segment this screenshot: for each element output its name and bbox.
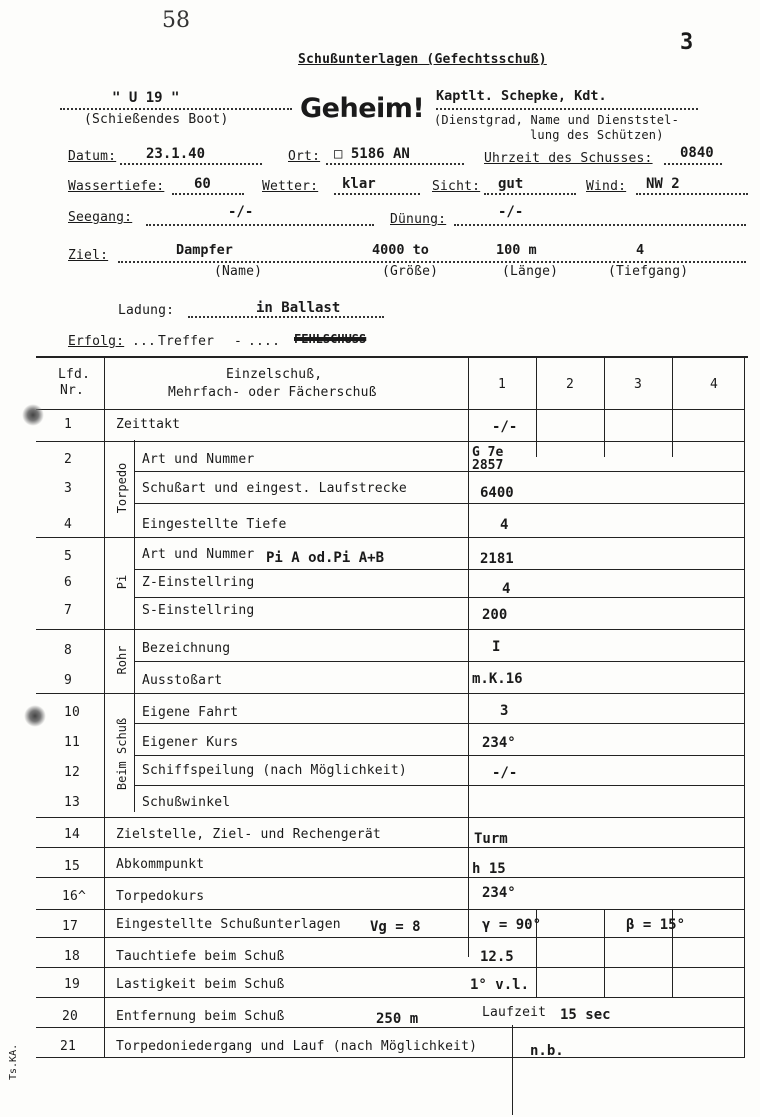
row-20-laufzeit-value: 15 sec <box>560 1007 611 1023</box>
punch-hole-mark <box>24 705 46 727</box>
shooter-caption-line2: lung des Schützen) <box>530 128 664 142</box>
group-torpedo: Torpedo <box>115 462 129 514</box>
row-4-nr: 4 <box>64 517 73 532</box>
row-14-value: Turm <box>474 831 508 847</box>
row-17-nr: 17 <box>62 919 79 934</box>
row-7-nr: 7 <box>64 603 73 618</box>
col-head-2: 2 <box>566 377 575 392</box>
row-1-nr: 1 <box>64 417 73 432</box>
row-13-nr: 13 <box>64 795 81 810</box>
row-19-label: Lastigkeit beim Schuß <box>116 977 285 992</box>
ladung-value: in Ballast <box>256 300 341 316</box>
ziel-tiefgang: 4 <box>636 242 645 258</box>
seegang-label: Seegang: <box>68 210 133 225</box>
erfolg-value: Treffer <box>158 334 215 349</box>
head-nr2: Nr. <box>60 383 85 398</box>
wassertiefe-value: 60 <box>194 176 211 192</box>
row-12-nr: 12 <box>64 765 81 780</box>
ziel-name: Dampfer <box>176 242 233 258</box>
row-20-extra1: 250 m <box>376 1011 419 1027</box>
row-11-label: Eigener Kurs <box>142 735 239 750</box>
row-2-nr: 2 <box>64 452 73 467</box>
row-1-label: Zeittakt <box>116 417 181 432</box>
wetter-value: klar <box>342 176 376 192</box>
row-5-label: Art und Nummer <box>142 547 255 562</box>
head-desc2: Mehrfach- oder Fächerschuß <box>168 385 377 400</box>
wetter-label: Wetter: <box>262 179 319 194</box>
row-17-extra1: Vg = 8 <box>370 919 421 935</box>
wassertiefe-label: Wassertiefe: <box>68 179 165 194</box>
row-10-value: 3 <box>500 703 509 719</box>
margin-note: Ts.KA. <box>8 1043 19 1080</box>
uhrzeit-value: 0840 <box>680 145 714 161</box>
form-title: Schußunterlagen (Gefechtsschuß) <box>298 52 547 67</box>
head-nr: Lfd. <box>58 367 91 382</box>
ziel-laenge: 100 m <box>496 242 537 258</box>
row-2-value2: 2857 <box>472 458 504 473</box>
row-17-label: Eingestellte Schußunterlagen <box>116 917 341 932</box>
row-3-label: Schußart und eingest. Laufstrecke <box>142 481 407 496</box>
row-10-label: Eigene Fahrt <box>142 705 239 720</box>
row-8-label: Bezeichnung <box>142 641 231 656</box>
row-12-label: Schiffspeilung (nach Möglichkeit) <box>142 763 407 778</box>
row-10-nr: 10 <box>64 705 81 720</box>
row-14-nr: 14 <box>64 827 81 842</box>
shooter-value: Kaptlt. Schepke, Kdt. <box>436 88 607 104</box>
ziel-groesse-caption: (Größe) <box>382 264 439 279</box>
corner-mark: 58 <box>162 8 190 33</box>
row-13-label: Schußwinkel <box>142 795 231 810</box>
row-8-nr: 8 <box>64 643 73 658</box>
row-6-nr: 6 <box>64 575 73 590</box>
shooter-caption-line1: (Dienstgrad, Name und Dienststel- <box>434 113 680 127</box>
row-5-nr: 5 <box>64 549 73 564</box>
ladung-label: Ladung: <box>118 303 175 318</box>
sicht-value: gut <box>498 176 524 192</box>
duenung-value: -/- <box>498 204 524 220</box>
row-3-value: 6400 <box>480 485 514 501</box>
row-14-label: Zielstelle, Ziel- und Rechengerät <box>116 827 381 842</box>
row-6-value: 4 <box>502 581 511 597</box>
wind-label: Wind: <box>586 179 627 194</box>
row-5-value: 2181 <box>480 551 514 567</box>
row-5-label-extra: Pi A od.Pi A+B <box>266 550 385 566</box>
row-20-label: Entfernung beim Schuß <box>116 1009 285 1024</box>
row-21-label: Torpedoniedergang und Lauf (nach Möglichkeit) <box>116 1039 478 1054</box>
row-8-value: I <box>492 639 501 655</box>
row-9-label: Ausstoßart <box>142 673 223 688</box>
row-11-nr: 11 <box>64 735 81 750</box>
row-18-label: Tauchtiefe beim Schuß <box>116 949 285 964</box>
row-16-label: Torpedokurs <box>116 889 205 904</box>
group-pi: Pi <box>115 574 129 590</box>
page-number: 3 <box>680 30 694 55</box>
ziel-tiefgang-caption: (Tiefgang) <box>608 264 689 279</box>
row-17-value: γ = 90° <box>482 917 542 933</box>
secret-stamp: Geheim! <box>300 93 425 124</box>
shot-data-table <box>36 357 745 1117</box>
boat-value: " U 19 " <box>112 90 180 106</box>
row-15-label: Abkommpunkt <box>116 857 205 872</box>
datum-label: Datum: <box>68 149 117 164</box>
row-15-value: h 15 <box>472 861 506 877</box>
col-head-4: 4 <box>710 377 719 392</box>
row-9-nr: 9 <box>64 673 73 688</box>
ort-value: □ 5186 AN <box>334 146 410 162</box>
col-head-1: 1 <box>498 377 507 392</box>
row-2-value: G 7e <box>472 445 504 460</box>
col-head-3: 3 <box>634 377 643 392</box>
row-11-value: 234° <box>482 735 516 751</box>
erfolg-dash: - <box>234 334 243 349</box>
row-20-nr: 20 <box>62 1009 79 1024</box>
wind-value: NW 2 <box>646 176 680 192</box>
ziel-laenge-caption: (Länge) <box>502 264 559 279</box>
row-15-nr: 15 <box>64 859 81 874</box>
erfolg-label: Erfolg: <box>68 334 125 349</box>
row-17-extra2: β = 15° <box>626 917 686 933</box>
erfolg-dots: .... <box>248 334 281 349</box>
punch-hole-mark <box>22 404 44 426</box>
boat-caption: (Schießendes Boot) <box>84 112 229 127</box>
erfolg-value-prefix: ... <box>132 334 157 349</box>
datum-value: 23.1.40 <box>146 146 206 162</box>
row-9-value: m.K.16 <box>472 671 523 687</box>
row-12-value: -/- <box>492 765 518 781</box>
row-16-nr: 16^ <box>62 889 87 904</box>
ziel-name-caption: (Name) <box>214 264 263 279</box>
row-4-label: Eingestellte Tiefe <box>142 517 287 532</box>
row-1-value: -/- <box>492 419 518 435</box>
group-beim-schuss: Beim Schuß <box>115 717 129 791</box>
row-21-nr: 21 <box>60 1039 77 1054</box>
seegang-value: -/- <box>228 204 254 220</box>
row-2-label: Art und Nummer <box>142 452 255 467</box>
ort-label: Ort: <box>288 149 321 164</box>
group-rohr: Rohr <box>115 645 129 675</box>
row-21-value: n.b. <box>530 1043 564 1059</box>
duenung-label: Dünung: <box>390 212 447 227</box>
ziel-label: Ziel: <box>68 248 109 263</box>
ziel-groesse: 4000 to <box>372 242 429 258</box>
row-7-value: 200 <box>482 607 508 623</box>
sicht-label: Sicht: <box>432 179 481 194</box>
row-3-nr: 3 <box>64 481 73 496</box>
row-19-value: 1° v.l. <box>470 977 530 993</box>
erfolg-struck: FEHLSCHUSS <box>294 332 367 346</box>
row-18-nr: 18 <box>64 949 81 964</box>
row-20-laufzeit-label: Laufzeit <box>482 1005 547 1020</box>
row-16-value: 234° <box>482 885 516 901</box>
row-6-label: Z-Einstellring <box>142 575 255 590</box>
head-desc1: Einzelschuß, <box>226 367 323 382</box>
row-7-label: S-Einstellring <box>142 603 255 618</box>
row-4-value: 4 <box>500 517 509 533</box>
row-18-value: 12.5 <box>480 949 514 965</box>
row-19-nr: 19 <box>64 977 81 992</box>
uhrzeit-label: Uhrzeit des Schusses: <box>484 151 653 166</box>
